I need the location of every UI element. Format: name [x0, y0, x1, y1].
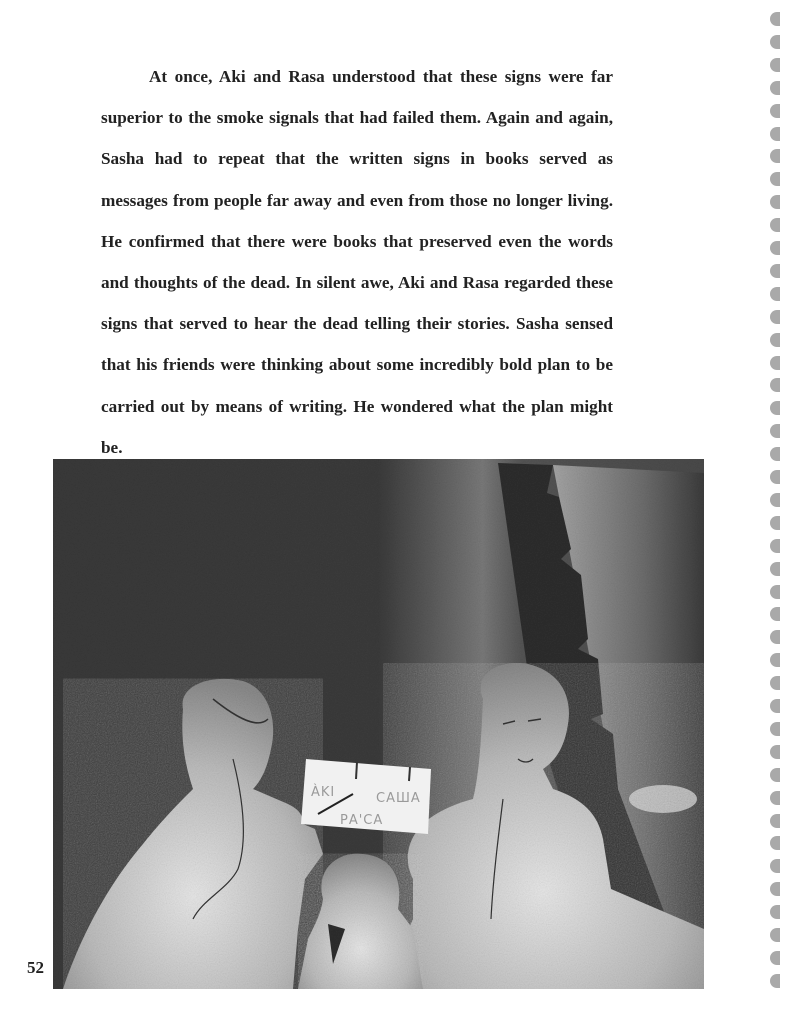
binding-hole [770, 928, 780, 942]
binding-hole [770, 905, 780, 919]
paper-sign [301, 759, 431, 834]
binding-hole [770, 539, 780, 553]
binding-hole [770, 12, 780, 26]
binding-hole [770, 81, 780, 95]
binding-hole [770, 791, 780, 805]
binding-hole [770, 378, 780, 392]
binding-hole [770, 630, 780, 644]
page-number: 52 [27, 958, 44, 977]
body-text [101, 56, 613, 468]
binding-hole [770, 607, 780, 621]
sign-word-aki: ÀKI [311, 785, 336, 800]
binding-hole [770, 127, 780, 141]
paragraph: At once, Aki and Rasa understood that these signs were far superior to the smoke signals that had failed them. Again and again, Sasha had to repeat that the written signs in books served as messages from people far away and even from those no longer living. He confirmed that there were books that preserved even the words and thoughts of the dead. In silent awe, Aki and Rasa regarded these signs that served to hear the dead telling their stories. Sasha sensed that his friends were thinking about some incredibly bold plan to be carried out by means of writing. He wondered what the plan might be. [101, 67, 613, 457]
binding-hole [770, 859, 780, 873]
binding-hole [770, 172, 780, 186]
binding-hole [770, 974, 780, 988]
binding-hole [770, 722, 780, 736]
binding-hole [770, 218, 780, 232]
binding-hole [770, 424, 780, 438]
binding-hole [770, 493, 780, 507]
binding-hole [770, 310, 780, 324]
binding-hole [770, 401, 780, 415]
binding-hole [770, 104, 780, 118]
binding-hole [770, 35, 780, 49]
binding-hole [770, 585, 780, 599]
binding-hole [770, 149, 780, 163]
binding-hole [770, 195, 780, 209]
illustration [53, 459, 704, 989]
binding-hole [770, 333, 780, 347]
binding-hole [770, 447, 780, 461]
binding-hole [770, 699, 780, 713]
binding-hole [770, 562, 780, 576]
binding-hole [770, 356, 780, 370]
binding-hole [770, 836, 780, 850]
binding-hole [770, 287, 780, 301]
binding-hole [770, 653, 780, 667]
binding-hole [770, 58, 780, 72]
sign-word-sasha: САША [376, 791, 421, 806]
binding-hole [770, 882, 780, 896]
sign-word-rasa: РА'СА [340, 813, 384, 828]
binding-hole [770, 516, 780, 530]
binding-hole [770, 745, 780, 759]
binding-hole [770, 814, 780, 828]
binding-hole [770, 768, 780, 782]
illustration-drawing [53, 459, 704, 989]
spiral-binding [768, 0, 791, 1023]
binding-hole [770, 951, 780, 965]
binding-hole [770, 470, 780, 484]
binding-hole [770, 264, 780, 278]
binding-hole [770, 676, 780, 690]
binding-hole [770, 241, 780, 255]
